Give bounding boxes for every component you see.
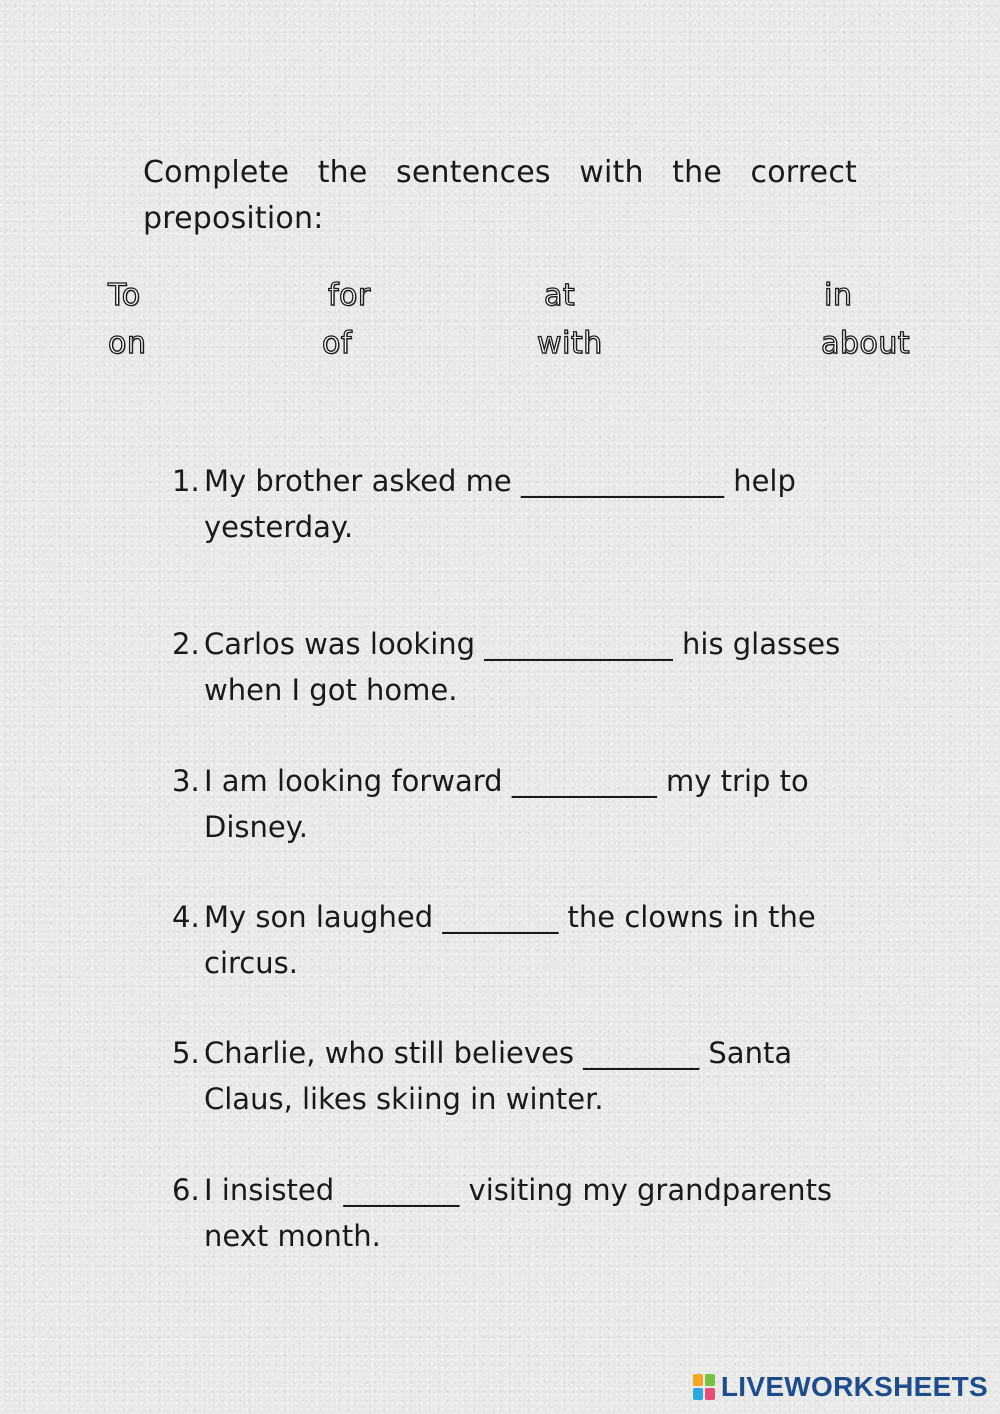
question-number: 2. xyxy=(172,627,200,661)
question-number: 5. xyxy=(172,1036,200,1070)
instructions: Complete the sentences with the correct preposition: xyxy=(143,155,857,236)
logo-tile xyxy=(705,1388,715,1400)
question-text: Charlie, who still believes ________ Santa Claus, likes skiing in winter. xyxy=(204,1036,793,1116)
question-text: My son laughed ________ the clowns in the circus. xyxy=(204,900,816,980)
logo-tile xyxy=(705,1374,715,1386)
word-bank-item: on xyxy=(108,326,147,361)
question-item xyxy=(172,1167,852,1259)
question-item xyxy=(172,758,852,850)
question-number: 3. xyxy=(172,764,200,798)
question-item xyxy=(172,458,852,550)
logo-tile xyxy=(693,1388,703,1400)
question-item xyxy=(172,894,852,986)
question-text: I insisted ________ visiting my grandparents next month. xyxy=(204,1173,833,1253)
question-item xyxy=(172,621,852,713)
liveworksheets-logo-icon xyxy=(693,1374,715,1400)
word-bank xyxy=(0,0,1000,400)
word-bank-item: To xyxy=(108,278,141,313)
brand-name: LIVEWORKSHEETS xyxy=(720,1371,988,1402)
question-text: Carlos was looking _____________ his glasses when I got home. xyxy=(204,627,841,707)
question-text: My brother asked me ______________ help yesterday. xyxy=(204,464,796,544)
question-text: I am looking forward __________ my trip to Disney. xyxy=(204,764,809,844)
question-number: 1. xyxy=(172,464,200,498)
word-bank-item: in xyxy=(824,278,853,313)
liveworksheets-brand xyxy=(693,1370,988,1404)
question-number: 4. xyxy=(172,900,200,934)
word-bank-item: about xyxy=(821,326,911,361)
word-bank-item: with xyxy=(537,326,603,361)
question-item xyxy=(172,1030,852,1122)
question-number: 6. xyxy=(172,1173,200,1207)
word-bank-item: at xyxy=(544,278,576,313)
logo-tile xyxy=(693,1374,703,1386)
word-bank-item: for xyxy=(328,278,371,313)
word-bank-item: of xyxy=(322,326,352,361)
